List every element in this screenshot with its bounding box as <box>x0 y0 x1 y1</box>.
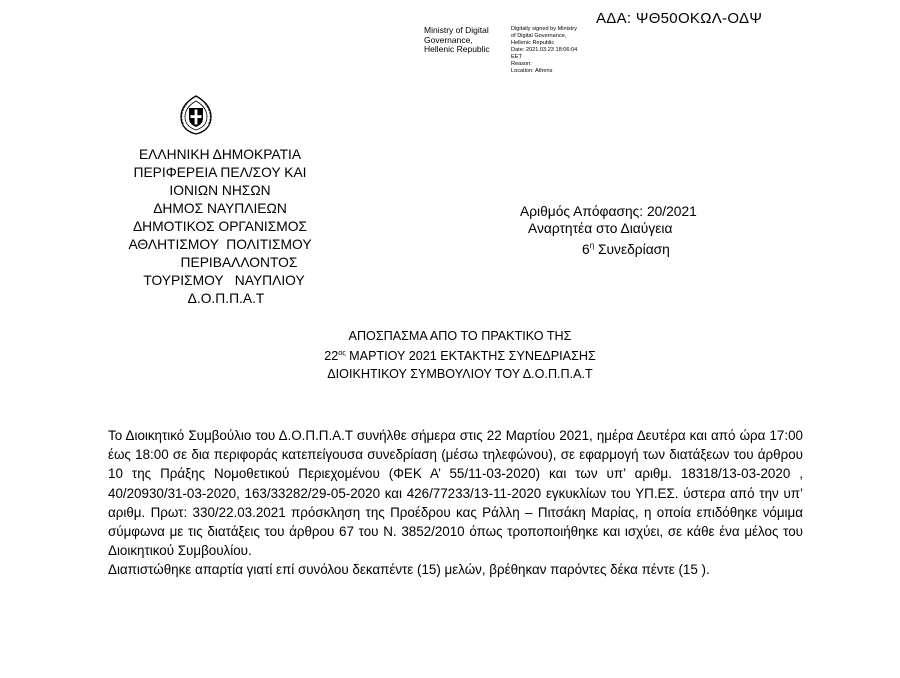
issuer-line: ΠΕΡΙΦΕΡΕΙΑ ΠΕΛ/ΣΟΥ ΚΑΙ <box>133 165 307 180</box>
signature-detail-line: Digitally signed by Ministry <box>511 26 577 32</box>
extract-heading <box>200 327 720 383</box>
extract-day: 22 <box>324 349 339 363</box>
signature-detail-line: Reason: <box>511 61 532 67</box>
signature-detail-line: of Digital Governance, <box>511 33 567 39</box>
minutes-body <box>108 426 803 580</box>
body-paragraph: Το Διοικητικό Συμβούλιο του Δ.Ο.Π.Π.Α.Τ συνήλθε σήμερα στις 22 Μαρτίου 2021, ημέρα Δευτέρα και από ώρα 17:00 έως 18:00 σε δια περιφοράς κατεπείγουσα συνεδρίαση (μέσω τηλεφώνου), σε εφαρμογή των διατάξεων του άρθρου 10 της Πράξης Νομοθετικού Περιεχομένου (ΦΕΚ Α’ 55/11-03-2020) και των υπ’ αριθμ. 18318/13-03-2020 , 40/20930/31-03-2020, 163/33282/29-05-2020 και 426/77233/13-11-2020 εγκυκλίων του ΥΠ.ΕΣ. ύστερα από την υπ’ αριθμ. Πρωτ: 330/22.03.2021 πρόσκληση της Προέδρου κας Ράλλη – Πιτσάκη Μαρίας, η οποία επιδόθηκε νόμιμα σύμφωνα με τις διατάξεις του άρθρου 67 του Ν. 3852/2010 όπως τροποποιήθηκε και ισχύει, σε κάθε ένα μέλος του Διοικητικού Συμβουλίου. <box>108 428 803 559</box>
greek-coat-of-arms-icon <box>174 92 218 136</box>
body-paragraph: Διαπιστώθηκε απαρτία γιατί επί συνόλου δεκαπέντε (15) μελών, βρέθηκαν παρόντες δέκα πέντε (15 ). <box>108 562 710 578</box>
session-number: 6 <box>582 242 590 257</box>
signature-detail-line: Date: 2021.03.23 18:06:04 <box>511 47 578 53</box>
extract-session-type: ΜΑΡΤΙΟΥ 2021 ΕΚΤΑΚΤΗΣ ΣΥΝΕΔΡΙΑΣΗΣ <box>345 349 596 363</box>
issuer-block <box>60 146 380 308</box>
issuer-line: Δ.Ο.Π.Π.Α.Τ <box>187 291 265 306</box>
signature-detail-line: Hellenic Republic <box>511 40 555 46</box>
extract-day-suffix: ας <box>338 350 346 357</box>
signature-ministry-line: Hellenic Republic <box>424 44 490 54</box>
extract-line: ΔΙΟΙΚΗΤΙΚΟΥ ΣΥΜΒΟΥΛΙΟΥ ΤΟΥ Δ.Ο.Π.Π.Α.Τ <box>327 367 593 381</box>
issuer-line: ΔΗΜΟΤΙΚΟΣ ΟΡΓΑΝΙΣΜΟΣ <box>132 219 308 234</box>
signature-ministry-line: Governance, <box>424 34 473 45</box>
issuer-line: ΕΛΛΗΝΙΚΗ ΔΗΜΟΚΡΑΤΙΑ <box>138 147 302 162</box>
signature-ministry <box>424 26 508 55</box>
diavgeia-posting: Αναρτητέα στο Διαύγεια <box>528 221 673 236</box>
ada-code: ΑΔΑ: ΨΘ50ΟΚΩΛ-ΟΔΨ <box>596 10 763 27</box>
issuer-line: ΠΕΡΙΒΑΛΛΟΝΤΟΣ <box>180 255 298 270</box>
extract-line: ΑΠΟΣΠΑΣΜΑ ΑΠΟ ΤΟ ΠΡΑΚΤΙΚΟ ΤΗΣ <box>348 329 572 343</box>
signature-ministry-line: Ministry of Digital <box>424 25 489 35</box>
decision-number: Αριθμός Απόφασης: 20/2021 <box>520 204 697 219</box>
issuer-line: ΙΟΝΙΩΝ ΝΗΣΩΝ <box>169 183 271 198</box>
decision-info <box>520 203 697 258</box>
session-ordinal <box>520 237 697 258</box>
signature-detail-line: EET <box>511 54 522 60</box>
issuer-line: ΑΘΛΗΤΙΣΜΟΥ ΠΟΛΙΤΙΣΜΟΥ <box>128 237 312 252</box>
session-label: Συνεδρίαση <box>594 242 670 257</box>
session-suffix: η <box>589 241 595 250</box>
issuer-line: ΤΟΥΡΙΣΜΟΥ ΝΑΥΠΛΙΟΥ <box>143 273 305 288</box>
extract-line <box>200 345 720 365</box>
signature-details <box>511 26 621 75</box>
issuer-line: ΔΗΜΟΣ ΝΑΥΠΛΙΕΩΝ <box>153 201 287 216</box>
signature-detail-line: Location: Athens <box>511 68 553 74</box>
